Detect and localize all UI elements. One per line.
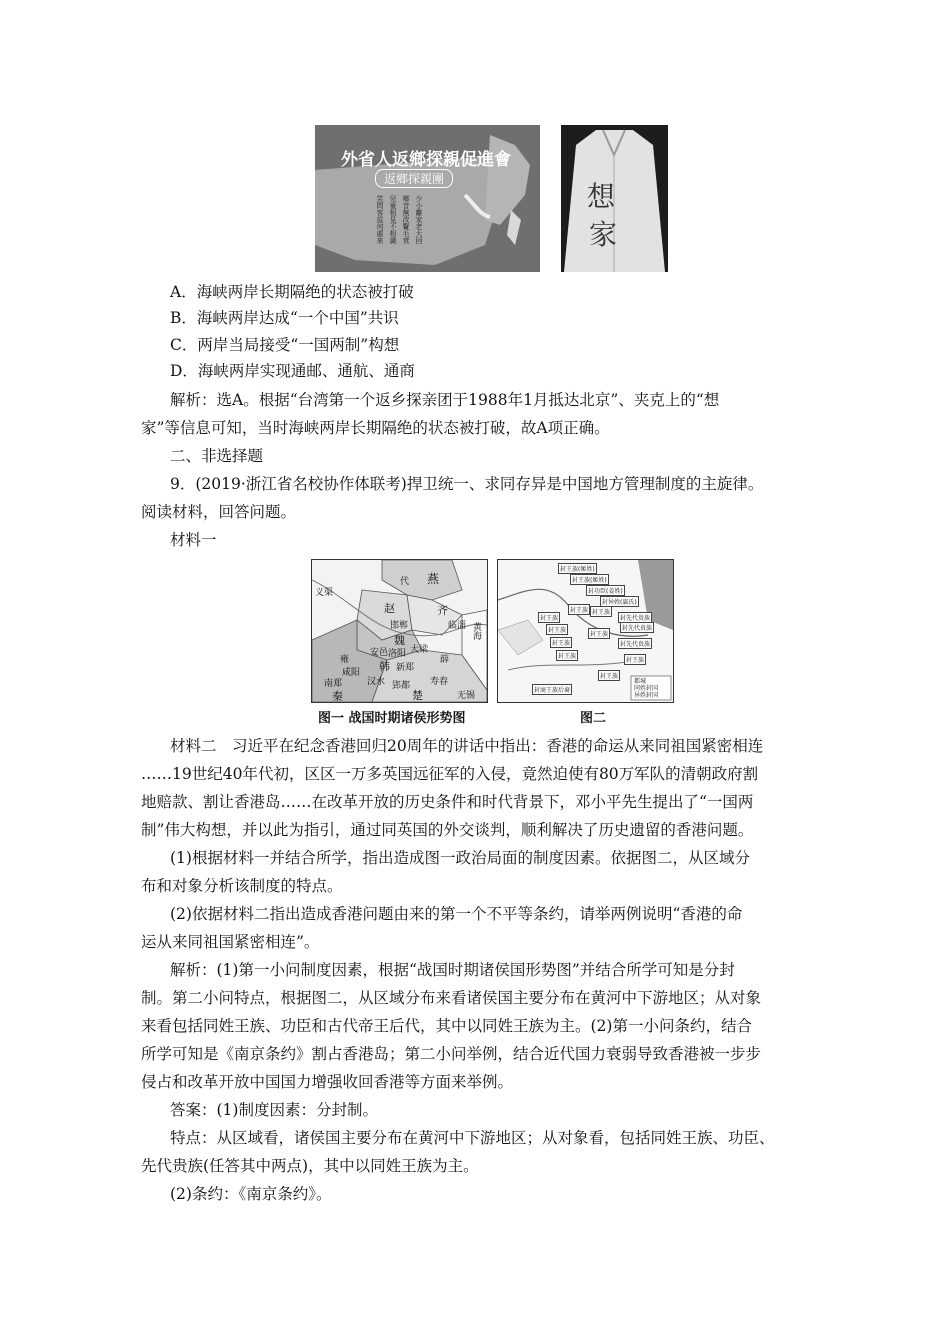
analysis8-line: 家”等信息可知，当时海峡两岸长期隔绝的状态被打破，故A项正确。 [141, 419, 610, 437]
map2-fief-box: 封王族 [546, 624, 568, 635]
analysis9-line: 侵占和改革开放中国国力增强收回香港等方面来举例。 [141, 1073, 514, 1091]
material1-label: 材料一 [170, 531, 217, 549]
section-title: 二、非选择题 [170, 447, 264, 465]
map2-fief-box: 封王族 [624, 654, 646, 665]
question1-line: 布和对象分析该制度的特点。 [141, 877, 343, 895]
question2-line: (2)依据材料二指出造成香港问题由来的第一个不平等条约，请举两例说明“香港的命 [170, 905, 743, 923]
map1-label-xue: 薛 [440, 655, 450, 665]
map2-fief-box: 封王族(姬姓) [570, 574, 609, 585]
map1-label-xianyang: 咸阳 [342, 668, 361, 678]
answer-line: (2)条约：《南京条约》。 [170, 1185, 332, 1203]
map1-label-yongcheng: 雍 [340, 655, 350, 665]
map1-label-linzi: 临淄 [448, 621, 467, 631]
analysis9-line: 解析：(1)第一小问制度因素，根据“战国时期诸侯国形势图”并结合所学可知是分封 [170, 961, 735, 979]
analysis9-line: 制。第二小问特点，根据图二，从区域分布来看诸侯国主要分布在黄河中下游地区；从对象 [141, 989, 762, 1007]
map2-legend-item: 异姓封国 [634, 692, 659, 699]
poster-title: 外省人返鄉探親促進會 [341, 150, 511, 170]
option-c: C．两岸当局接受“一国两制”构想 [170, 336, 400, 354]
map2-fief-box: 封商王族后裔 [532, 684, 572, 695]
option-b: B．海峡两岸达成“一个中国”共识 [170, 309, 399, 327]
answer-line: 先代贵族(任答其中两点)，其中以同姓王族为主。 [141, 1157, 479, 1175]
material2-line: 材料二 习近平在纪念香港回归20周年的讲话中指出：香港的命运从来同祖国紧密相连 [170, 737, 764, 755]
map2 [497, 559, 674, 703]
map1-label-daliang: 大梁 [410, 645, 429, 655]
map1 [311, 559, 488, 703]
map1-label-shouchun: 寿春 [430, 677, 449, 687]
poster-subtitle: 返鄉探親團 [375, 169, 453, 188]
map1-label-yan: 燕 [427, 572, 440, 586]
jacket-text-bottom: 家 [589, 218, 618, 251]
jacket-photo [561, 125, 668, 272]
map1-label-huanghai: 黄海 [471, 622, 481, 640]
material2-line: 地赔款、割让香港岛……在改革开放的历史条件和时代背景下，邓小平先生提出了“一国两 [141, 793, 754, 811]
option-a: A．海峡两岸长期隔绝的状态被打破 [170, 283, 414, 301]
map1-caption: 图一 战国时期诸侯形势图 [318, 711, 466, 726]
map1-label-handan: 邯郸 [390, 621, 409, 631]
analysis9-line: 来看包括同姓王族、功臣和古代帝王后代，其中以同姓王族为主。(2)第一小问条约，结合 [141, 1017, 752, 1035]
map2-legend [634, 678, 658, 699]
poster-photo [315, 125, 540, 272]
question1-line: (1)根据材料一并结合所学，指出造成图一政治局面的制度因素。依据图二，从区域分 [170, 849, 750, 867]
map2-fief-box: 封功臣(姜姓) [586, 585, 625, 596]
map2-fief-box: 封王族 [590, 606, 612, 617]
map1-label-qi: 齐 [437, 604, 448, 617]
poster-verse [375, 195, 424, 244]
map1-label-nanzheng: 南郑 [324, 679, 343, 689]
map1-label-ancheng: 安邑 [370, 648, 389, 658]
poster-verse-line: 鄉音無改鬢毛衰 [402, 195, 410, 244]
poster-verse-line: 笑問客從何處來 [376, 195, 384, 244]
poster-verse-line: 兒童相見不相識 [389, 195, 397, 244]
map2-legend-item: 同姓封国 [634, 685, 659, 692]
analysis8-line: 解析：选A。根据“台湾第一个返乡探亲团于1988年1月抵达北京”、夹克上的“想 [170, 391, 720, 409]
map1-label-chu: 楚 [412, 689, 423, 702]
map1-label-han: 韩 [379, 660, 390, 673]
map2-fief-box: 封先代贵族 [620, 622, 654, 633]
q9-line: 阅读材料，回答问题。 [141, 503, 297, 521]
map2-fief-box: 封王族 [598, 670, 620, 681]
map1-label-dai: 代 [400, 577, 410, 587]
map1-label-wuyue: 无锡 [457, 691, 476, 701]
map1-label-wei: 魏 [394, 634, 405, 647]
map2-fief-box: 封王族 [568, 604, 590, 615]
map2-fief-box: 封异姓(嬴氏) [600, 596, 639, 607]
map2-fief-box: 封王族(姬姓) [558, 563, 597, 574]
map1-label-qin: 秦 [332, 690, 343, 703]
map2-caption: 图二 [580, 711, 607, 726]
material2-line: 制”伟大构想，并以此为指引，通过同英国的外交谈判，顺利解决了历史遗留的香港问题。 [141, 821, 754, 839]
map1-label-luoyang: 洛阳 [388, 649, 407, 659]
map2-fief-box: 封王族 [588, 628, 610, 639]
map1-label-zhao: 赵 [384, 602, 395, 615]
map2-fief-box: 封王族 [550, 637, 572, 648]
map2-fief-box: 封王族 [556, 650, 578, 661]
map1-label-hanshui: 汉水 [367, 677, 386, 687]
map2-legend-item: 都城 [634, 678, 647, 685]
map2-fief-box: 封王族 [538, 612, 560, 623]
map1-label-yingdu: 郢都 [392, 681, 411, 691]
jacket-text-top: 想 [587, 180, 616, 213]
q9-line: 9．(2019·浙江省名校协作体联考)捍卫统一、求同存异是中国地方管理制度的主旋律。 [170, 475, 764, 493]
map1-label-xinzheng: 新郑 [396, 663, 415, 673]
analysis9-line: 所学可知是《南京条约》割占香港岛；第二小问举例，结合近代国力衰弱导致香港被一步步 [141, 1045, 762, 1063]
option-d: D．海峡两岸实现通邮、通航、通商 [170, 362, 415, 380]
answer-line: 特点：从区域看，诸侯国主要分布在黄河中下游地区；从对象看，包括同姓王族、功臣、 [170, 1129, 775, 1147]
answer-line: 答案：(1)制度因素：分封制。 [170, 1101, 378, 1119]
map2-fief-box: 封先代贵族 [618, 638, 652, 649]
question2-line: 运从来同祖国紧密相连”。 [141, 933, 320, 951]
material2-line: ……19世纪40年代初，区区一万多英国远征军的入侵，竟然迫使有80万军队的清朝政府割 [141, 765, 759, 783]
poster-verse-line: 少小離家老大回 [415, 195, 423, 244]
map2-fief-box: 封先代贵族 [618, 612, 652, 623]
map1-label-yiqu: 义渠 [315, 588, 334, 598]
